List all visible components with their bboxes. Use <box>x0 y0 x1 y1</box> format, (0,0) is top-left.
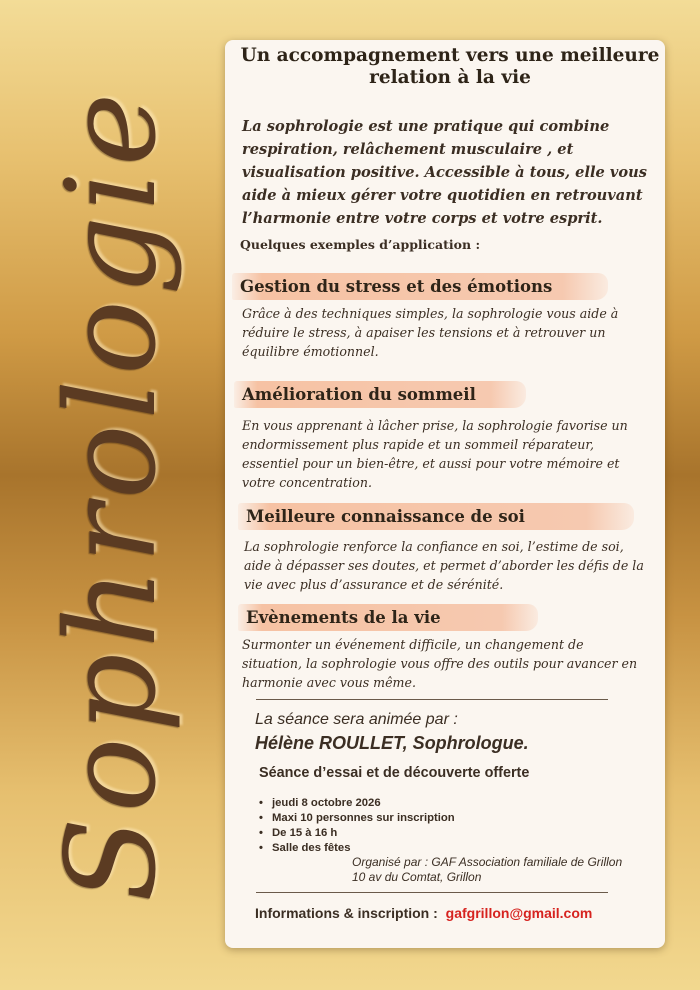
vertical-title: Sophrologie <box>40 87 184 903</box>
section-body-self-knowledge: La sophrologie renforce la confiance en soi, l’estime de soi, aide à dépasser ses doutes, et permet d’aborder les défis de la vie avec plus d’assurance et de sérénité. <box>244 539 644 592</box>
section-body-life-events: Surmonter un événement difficile, un changement de situation, la sophrologie vous offre des outils pour avancer en harmonie avec vous même. <box>242 637 638 690</box>
trial-offer: Séance d’essai et de découverte offerte <box>259 765 530 781</box>
detail-venue: • Salle des fêtes <box>257 841 455 856</box>
section-title-stress: Gestion du stress et des émotions <box>232 273 608 300</box>
organizer-line-1: Organisé par : GAF Association familiale de Grillon <box>352 855 623 869</box>
contact-line <box>255 905 592 921</box>
organizer-line-2: 10 av du Comtat, Grillon <box>352 870 482 884</box>
section-title-self-knowledge: Meilleure connaissance de soi <box>238 503 634 530</box>
headline: Un accompagnement vers une meilleure relation à la vie <box>240 45 660 88</box>
organizer-block <box>352 855 622 885</box>
contact-label: Informations & inscription : <box>255 905 438 921</box>
divider-top <box>256 699 608 700</box>
divider-bottom <box>256 892 608 893</box>
section-body-sleep: En vous apprenant à lâcher prise, la sophrologie favorise un endormissement plus rapide et un sommeil réparateur, essentiel pour un bien-être, et aussi pour votre mémoire et votre concentration. <box>242 418 628 490</box>
section-title-life-events: Evènements de la vie <box>238 604 538 631</box>
details-list <box>257 796 455 856</box>
intro-paragraph: La sophrologie est une pratique qui combine respiration, relâchement musculaire , et visualisation positive. Accessible à tous, elle vous aide à mieux gérer votre quotidien en retrouvant l’harmonie entre votre corps et votre esprit. <box>242 118 647 227</box>
detail-date: • jeudi 8 octobre 2026 <box>257 796 455 811</box>
detail-capacity: • Maxi 10 personnes sur inscription <box>257 811 455 826</box>
animated-by-label: La séance sera animée par : <box>255 711 458 728</box>
section-body-stress: Grâce à des techniques simples, la sophrologie vous aide à réduire le stress, à apaiser les tensions et à retrouver un équilibre émotionnel. <box>242 306 619 359</box>
examples-label: Quelques exemples d’application : <box>240 237 481 252</box>
contact-email[interactable]: gafgrillon@gmail.com <box>445 905 593 921</box>
detail-time: • De 15 à 16 h <box>257 826 455 841</box>
animator-name: Hélène ROULLET, Sophrologue. <box>255 733 529 753</box>
section-title-sleep: Amélioration du sommeil <box>234 381 526 408</box>
